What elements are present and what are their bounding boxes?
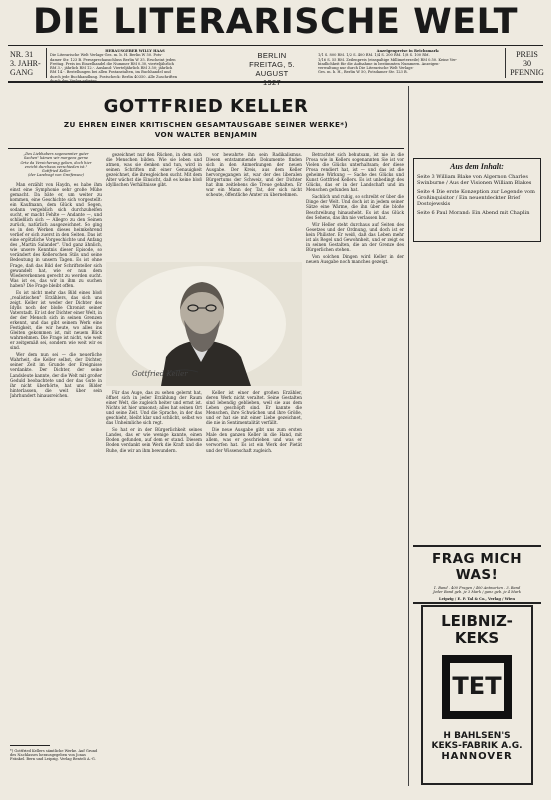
- article-author: VON WALTER BENJAMIN: [154, 130, 258, 139]
- article-paragraph: Für das Auge, das zu sehen gelernt hat, öffnet sich in jeder Erzählung der Raum einer Welt, die zugleich heiter und ernst ist. Nichts ist hier umsonst; alles hat seinen Ort und seine Zeit. Und die Sprache, in der das geschieht, bleibt klar und schlicht, selbst wo das Unheimliche sich regt.: [106, 390, 202, 426]
- toc-item[interactable]: Seite 6 Paul Morand: Ein Abend mit Chaplin: [417, 210, 530, 216]
- article-paragraph: Die neue Ausgabe gibt uns zum ersten Male den ganzen Keller in die Hand, mit allem, was er geschrieben und was er verworfen hat. Es ist ein Werk der Pietät und der Wissenschaft zugleich.: [206, 427, 302, 453]
- article-paragraph: Sachlich und ruhig, so schreibt er über die Dinge der Welt. Und doch ist in jedem seiner Sätze eine Wärme, die ihn über die bloße Beschreibung hinaushebt. Es ist das Glück des Sehens, das ihn nie verlassen hat.: [306, 194, 404, 220]
- article-subtitle: ZU EHREN EINER KRITISCHEN GESAMTAUSGABE SEINER WERKE*): [63, 120, 349, 129]
- ads-pricing-line: 1/16 S. 55 RM. Zeilenpreis (einspaltige Millimeterzeile) RM 0.50. Keine Ver-: [318, 57, 458, 62]
- header-divider: [46, 48, 47, 78]
- date-day: FREITAG, 5. AUGUST: [249, 60, 295, 78]
- article-column-4: [306, 152, 404, 795]
- article-header: [8, 86, 404, 149]
- date-city: BERLIN: [257, 51, 287, 60]
- article-column-3-top: [206, 152, 302, 260]
- price-unit: PFENNIG: [510, 68, 544, 77]
- ad-leibniz-city: HANNOVER: [441, 751, 513, 762]
- issue-number-block: [10, 50, 44, 77]
- article-paragraph: Von solchen Dingen wird Keller in der neuen Ausgabe noch manches gezeigt.: [306, 253, 404, 264]
- right-column-text: [414, 248, 542, 538]
- table-of-contents: [413, 158, 541, 242]
- article-title: GOTTFRIED KELLER: [103, 96, 309, 117]
- ad-leibniz-maker2: KEKS-FABRIK A.G.: [431, 741, 523, 751]
- article-paragraph: Wer dem nun sei — die neuerliche Wahrheit, die Keller selbst, der Dichter, seiner Zeit im Grunde der Ereignisse verdankte. Der Dichter, der seine Landsleute kannte, der die Welt mit großer Geduld beobachtete und der das Gute in ihr nicht überhörte, hat uns Bilder hinterlassen, die weit über sein Jahrhundert hinausreichen.: [10, 352, 102, 398]
- article-column-2-top: [106, 152, 202, 262]
- article-paragraph: Man erzählt von Haydn, es habe ihm einst eine Symphonie sehr große Mühe gemacht. Da bäte er, um weiter zu kommen, eine Geschichte sich vorgestellt: ein Kaufmann, dem Glück und Segen, sodann vergeblich sich durchzuhelfen sucht, er macht Fehlte — Andante —, und schließlich sich — Allegro zu den Seinen zurück, natürlich ausgezeichnet. So ging es in den Werken dieses heimkehrend verlief er sich zuerst in den Seiten. Das ist eine ergötzliche Vorgeschichte und Anfang des „Martin Salander". Und ganz ähnlich, wie unsere Kenntnis dieser Episode, so verändert des Kellerschen Stils und seine Bedeutung in unsern Tagen. Es ist ohne Frage, daß das Bild der Schriftsteller sich gewandelt hat, wie er nun dem Wiedererkennen gerecht zu werden sucht. Was ist es, das wir in ihm zu suchen haben? Die Frage bleibt offen.: [10, 181, 102, 288]
- portrait-signature: Gottfried Keller: [132, 370, 188, 378]
- epigraph-line: Gottfried Keller: [41, 169, 71, 174]
- column-1-text: [10, 182, 102, 742]
- ad-leibniz-maker: H BAHLSEN'S: [443, 731, 511, 741]
- article-paragraph: Es ist nicht mehr das Bild eines bloß „realistischen" Erzählers, das sich uns zeigt. Keller ist weder der Dichter des Idylls noch der bloße Chronist seiner Vaterstadt. Er ist der Dichter einer Welt, in der der Mensch sich in seinen Grenzen erkennt, und das gibt seinem Werk eine Festigkeit, die wir heute, wo alles ins Gleiten gekommen ist, mit neuem Blick wahrnehmen. Die Frage ist nicht, wie weit er zeitgemäß sei, sondern wie weit wir es sind.: [10, 289, 102, 351]
- article-paragraph: Keller ist einer der großen Erzähler, deren Werk nicht veraltet. Seine Gestalten sind lebendig geblieben, weil sie aus dem Leben geschöpft sind. Er kannte die Menschen, ihre Schwächen und ihre Größe, und er hat sie mit einer Liebe gezeichnet, die nie in Sentimentalität verfällt.: [206, 390, 302, 426]
- ad-leibniz-tet: TET: [452, 672, 502, 700]
- column-3-text-top: [206, 152, 302, 260]
- article-column-3-bottom: [206, 390, 302, 795]
- publisher-line: RM 3.-, jährlich RM 12.-. Ausland: Vierteljährlich RM 3.50; jährlich: [50, 66, 173, 71]
- article-paragraph: Wir Heller steht durchaus auf Seiten des Gesetzes und der Ordnung, und doch ist er kein Philister. Er weiß, daß das Leben mehr ist als Regel und Gewohnheit, und er zeigt es in seinen Gestalten, die an der Grenze des Bürgerlichen stehen.: [306, 221, 404, 252]
- right-column-body: [414, 248, 542, 538]
- article-paragraph: So hat er in der Bürgerlichkeit seines Landes, das er wie wenige kannte, einen Boden gefunden, auf dem er stand. Diesem Boden verdankt sein Werk die Kraft und die Ruhe, die wir an ihm bewundern.: [106, 427, 202, 453]
- ads-pricing-line: bindlichkeit für die Aufnahme in bestimmten Nummern. Anzeigen-: [318, 61, 440, 66]
- article-paragraph: vor bewahrte ihn sein Radikalismus. Diesen entstammende Dokumente finden sich in den Anmerkungen der neuen Ausgabe. Der Kreis, aus dem Keller hervorgegangen ist, war der des liberalen Bürgertums der Schweiz, und der Dichter hat ihm zeitlebens die Treue gehalten. Er war ein Mann der Tat, der sich nicht scheute, öffentliche Ämter zu übernehmen.: [206, 152, 302, 198]
- portrait-image: [106, 262, 302, 386]
- publisher-line: RM 14.-. Bestellungen bei allen Postanstalten, im Buchhandel und: [50, 70, 171, 75]
- masthead-title: DIE LITERARISCHE WELT: [33, 2, 518, 42]
- epigraph-line: ereicht durchaus verschieden ist.": [24, 164, 88, 169]
- toc-title: Aus dem Inhalt:: [450, 162, 504, 171]
- header-rule: [8, 81, 543, 83]
- ads-pricing-lines: [318, 53, 498, 74]
- toc-item[interactable]: Seite 4 Die erste Konzeption zur Legende vom Großinquisitor / Ein neuentdeckter Brief Dostojewskis: [417, 189, 535, 207]
- ads-pricing-title: Anzeigenpreise in Reichsmark:: [376, 49, 440, 53]
- column-4-text: [306, 152, 404, 795]
- epigraph-line: (der Landvogt von Greifensee): [28, 173, 84, 178]
- issue-gang: GANG: [10, 68, 34, 77]
- epigraph-line: Orte da Versicherung geben, doch hier: [20, 160, 92, 165]
- publisher-lines: [50, 53, 220, 83]
- ads-pricing-line: verwaltung nur durch Die Literarische Welt Verlags-: [318, 66, 414, 71]
- header-divider-right: [505, 48, 506, 78]
- footnote: *) Gottfried Kellers sämtliche Werke. Auf Grund des Nachlasses herausgegeben von Jonas Fränkel. Bern und Leipzig. Verlag Benteli A.-G.: [10, 748, 98, 762]
- article-paragraph: Betrachtet sich behutsam, ist nie in die Prosa wie in Kellers sogenannten Sie ist vor Vielen die Glücks unterhaltsam; der diese Prosa rendiert hat, ist — und das ist die geheime Wirkung — Sache des Glücks und Kunst Gottfried Kellers. Es ist unbedingt des Glücks, das er in der Landschaft und im Menschen gefunden hat.: [306, 152, 404, 193]
- publisher-editor: HERAUSGEBER WILLY HAAS: [105, 49, 165, 53]
- ad-leibniz-biscuit: [442, 655, 512, 719]
- price-label: PREIS: [516, 50, 538, 59]
- ad-frag-line1: 1. Band . 400 Fragen / 400 Antworten . 3. Band: [433, 586, 521, 590]
- issue-number: NR. 31: [10, 50, 34, 59]
- ad-leibniz-brand: LEIBNIZ-KEKS: [441, 612, 513, 647]
- footnote-rule: [10, 745, 50, 746]
- column-3-text-bottom: [206, 390, 302, 795]
- ad-leibniz-keks: [421, 605, 533, 785]
- article-column-1: [10, 152, 102, 795]
- publisher-line: durch jede Buchhandlung. Postscheck: Berlin 40350. Alle Zuschriften: [50, 74, 178, 79]
- epigraph-line: „Des Liebhabers sogenannter guter: [23, 152, 89, 156]
- toc-item[interactable]: Seite 3 William Blake von Algernon Charles Swinburne / Aus der Visionen William Blakes: [417, 174, 532, 186]
- ad-frag-line2: Jeder Band geb. je 3 Mark / ganz geb. je 4 Mark: [433, 590, 521, 595]
- toc-items: [417, 174, 537, 216]
- issue-jahrgang: 3. JAHR-: [10, 59, 41, 68]
- epigraph-line: Sachen" kämen wir morgens gerne: [23, 156, 89, 161]
- price-block: [508, 50, 546, 77]
- ads-pricing-line: Ges. m. b. H., Berlin W 50, Potsdamer Str. 123 B.: [318, 70, 408, 75]
- article-paragraph: gezeichnet nur den Rücken, in dem sich die Menschen bilden. Wie sie leben und atmen, was sie denken und tun, wird in seinen Schriften mit einer Genauigkeit gezeichnet, die ihresgleichen sucht. Mit dem Alter wächst die Einsicht, daß es keine bloß idyllischen Verhältnisse gibt.: [106, 152, 202, 188]
- column-divider: [408, 86, 409, 786]
- publisher-line: damer Str. 123 B. Fernsprechanschluss Berlin W 35. Erscheint jeden: [50, 57, 176, 62]
- publisher-line: Die Literarische Welt Verlags-Ges. m. b. H. Berlin W 50. Pots-: [50, 53, 163, 58]
- masthead-rule: [8, 45, 543, 46]
- column-2-text-top: [106, 152, 202, 262]
- article-column-2-bottom: [106, 390, 202, 795]
- ads-pricing-line: 1/1 S. 800 RM. 1/2 S. 400 RM. 1/4 S. 200 RM. 1/8 S. 100 RM.: [318, 53, 430, 58]
- publisher-line: Freitag. Preis im Einzelhandel die Nummer RM 0.30, vierteljährlich: [50, 61, 174, 66]
- ad-frag-headline: FRAG MICH WAS!: [431, 551, 522, 583]
- column-2-text-bottom: [106, 390, 202, 795]
- publisher-info: [50, 49, 220, 83]
- ad-frag-line3: Leipzig / E. P. Tal & Co., Verlag / Wien: [439, 596, 515, 601]
- epigraph: [10, 152, 102, 178]
- portrait-svg: [106, 262, 302, 386]
- price-value: 30: [523, 59, 531, 68]
- ads-pricing: [318, 49, 498, 75]
- ad-frag-mich-was: [413, 545, 541, 604]
